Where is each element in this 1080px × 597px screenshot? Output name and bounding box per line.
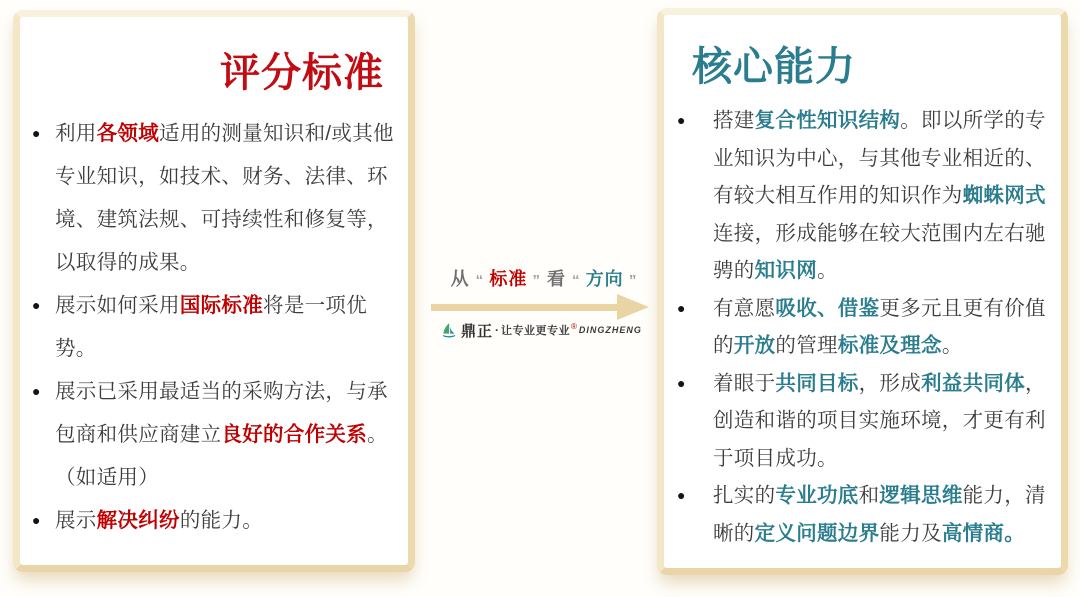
highlight-text: 定义问题边界 [754,521,880,545]
highlight-text: ” [623,272,638,289]
bullet-item [677,102,1053,290]
plain-text: 。 （如适用） [55,423,399,489]
highlight-text: 解决纠纷 [96,509,180,532]
highlight-text: 蜘蛛网式 [962,184,1046,207]
plain-text: 有意愿 [713,296,776,320]
bullet-icon: ● [677,299,686,316]
plain-text: 。即以所学的专业知识为中心，与其他专业相近的、有较大相互作用的知识作为 [713,109,1046,207]
plain-text: 的管理 [775,334,838,357]
bullet-item [32,499,396,542]
highlight-text: 各领域 [96,122,160,145]
highlight-text: 国际标准 [179,294,264,317]
highlight-text: 方向 [585,269,624,289]
plain-text: 看 [541,269,573,289]
highlight-text: 逻辑思维 [879,484,963,507]
bullet-icon: ● [677,487,686,503]
highlight-text: 良好的合作关系 [221,423,368,446]
bullet-icon: ● [32,383,41,399]
brand-registered-mark: ® [571,321,577,331]
plain-text: 展示 [55,509,97,532]
plain-text: ，形成 [858,371,922,395]
plain-text: 。 [817,259,838,282]
highlight-text: 复合性知识结构 [754,109,901,132]
bullet-icon: ● [32,512,41,528]
plain-text: 着眼于 [713,371,776,395]
bullet-icon: ● [32,125,41,141]
plain-text: 搭建 [713,109,755,132]
plain-text: 适用的测量知识和/或其他专业知识，如技术、财务、法律、环境、建筑法规、可持续性和修复等，以取得的成果。 [55,122,394,274]
highlight-text: “ [475,272,490,289]
bullet-icon: ● [677,374,686,391]
bullet-text [713,290,1053,365]
bullet-icon: ● [677,112,686,128]
plain-text: 连接，形成能够在较大范围内左右驰骋的 [713,221,1046,282]
core-competency-list [664,102,1061,552]
bullet-item [32,284,396,370]
plain-text: 扎实的 [713,484,776,507]
plain-text: 。 [941,334,963,357]
plain-text: ，创造和谐的项目实施环境，才更有利于项目成功。 [713,371,1046,470]
highlight-text: 知识网 [754,259,818,282]
plain-text: 利用 [55,122,97,145]
brand-tagline: 让专业更专业 [501,325,571,337]
highlight-text: 吸收、借鉴 [775,296,880,320]
right-arrow-head-icon [617,294,649,320]
bullet-text [713,102,1053,290]
plain-text: 能力及 [879,521,942,545]
plain-text: 和 [858,484,880,507]
bullet-text [55,499,396,542]
core-competency-title: 核心能力 [692,45,856,89]
highlight-text: 高情商。 [941,521,1026,545]
highlight-text: 共同目标 [775,371,859,395]
scoring-criteria-list [20,112,408,542]
right-arrow-bar [431,304,618,311]
highlight-text: 标准及理念 [837,334,942,357]
highlight-text: 专业功底 [775,484,859,507]
scoring-criteria-title: 评分标准 [220,51,384,95]
bullet-item [677,365,1053,478]
brand-latin-name: DINGZHENG [578,325,642,335]
bullet-text [713,365,1053,478]
highlight-text: 标准 [489,269,528,289]
plain-text: 的能力。 [179,509,264,532]
plain-text: 展示如何采用 [55,294,180,317]
bullet-text [55,370,399,499]
plain-text: 从 [450,269,476,289]
bullet-text [55,112,396,284]
bullet-item [677,290,1053,365]
bullet-item [32,112,396,284]
bullet-text [55,284,396,370]
highlight-text: 利益共同体 [921,371,1026,395]
plain-text: 将是一项优势。 [55,294,368,360]
highlight-text: “ [572,272,586,289]
highlight-text: 开放 [733,334,776,357]
bullet-text [713,477,1053,552]
plain-text: 展示已采用最适当的采购方法，与承包商和供应商建立 [55,380,388,446]
core-competency-panel [657,8,1068,575]
scoring-criteria-panel [13,10,415,572]
brand-logo [441,321,642,339]
brand-name: 鼎正 [461,322,494,340]
plain-text: 能力，清晰的 [713,484,1046,545]
brand-separator: · [495,323,500,337]
bullet-item [677,477,1053,552]
plain-text: 更多元且更有价值的 [713,296,1046,357]
brand-sail-icon [441,322,457,338]
bullet-icon: ● [32,297,41,313]
bullet-item [32,370,399,499]
connector-label [420,265,668,291]
highlight-text: ” [527,272,541,289]
